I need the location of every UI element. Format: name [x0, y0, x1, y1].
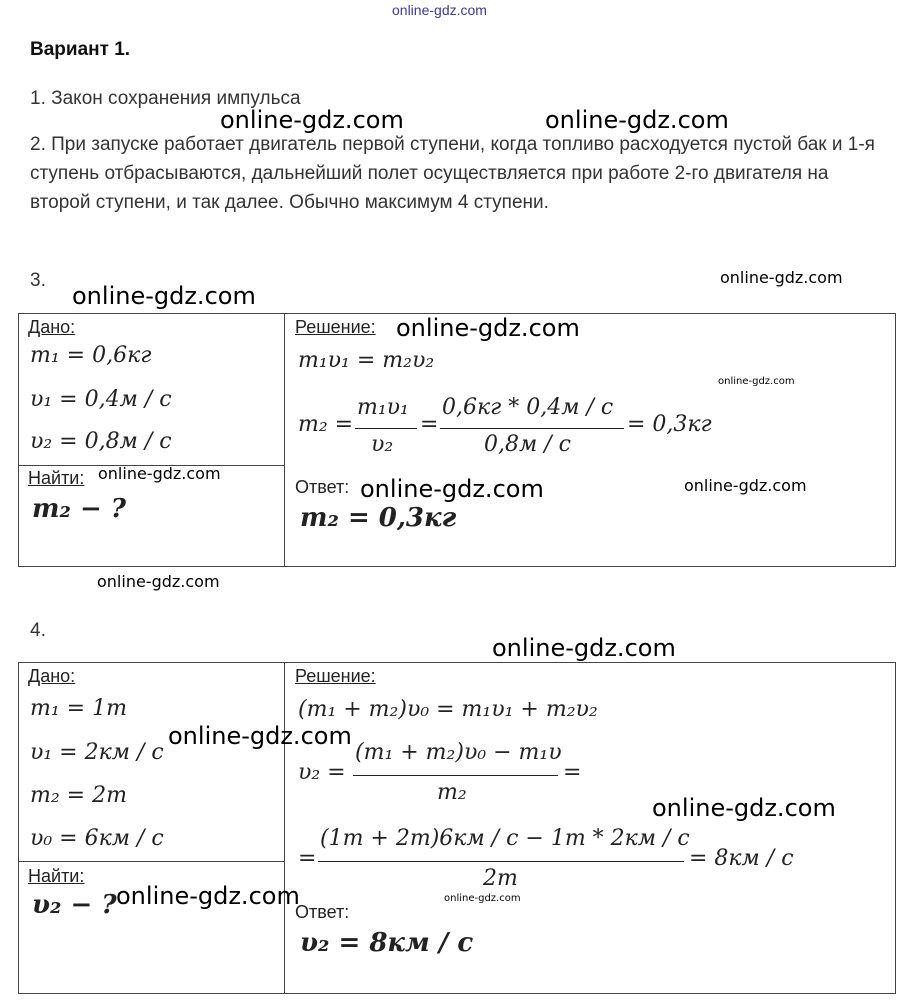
watermark: online-gdz.com [116, 882, 300, 910]
task-3-given-m1: m₁ = 0,6кг [30, 343, 152, 368]
watermark: online-gdz.com [168, 722, 352, 750]
watermark: online-gdz.com [492, 634, 676, 662]
task-4-given-label: Дано: [28, 666, 76, 686]
task-4-number: 4. [30, 620, 46, 641]
watermark: online-gdz.com [684, 476, 807, 495]
watermark: online-gdz.com [720, 268, 843, 287]
task-3-divider [284, 313, 285, 567]
task-4-given-find-divider [18, 861, 285, 862]
watermark: online-gdz.com [98, 464, 221, 483]
task-3-solution-label: Решение: [295, 317, 376, 337]
task-4-given-v0: υ₀ = 6км / с [30, 826, 164, 851]
task-3-find-label: Найти: [28, 468, 85, 488]
task-4-eq2-lhs: υ₂ = [298, 760, 346, 785]
task-3-given-v2: υ₂ = 0,8м / с [30, 429, 172, 454]
task-4-divider [284, 662, 285, 994]
task-4-eq2-den: m₂ [437, 780, 467, 805]
variant-title: Вариант 1. [30, 39, 131, 60]
task-3-answer: m₂ = 0,3кг [300, 503, 457, 533]
watermark: online-gdz.com [652, 794, 836, 822]
watermark: online-gdz.com [444, 893, 521, 904]
site-link[interactable]: online-gdz.com [392, 2, 487, 18]
task-4-eq3-lhs: = [298, 846, 317, 871]
watermark: online-gdz.com [545, 106, 729, 134]
task-4-eq3-result: = 8км / с [689, 846, 794, 871]
watermark: online-gdz.com [72, 282, 256, 310]
task-4-eq1: (m₁ + m₂)υ₀ = m₁υ₁ + m₂υ₂ [298, 697, 598, 722]
task-4-given-m2: m₂ = 2т [30, 783, 127, 808]
task-4-solution-label: Решение: [295, 666, 376, 686]
task-4-answer: υ₂ = 8км / с [300, 928, 474, 958]
task-4-answer-label: Ответ: [295, 902, 350, 922]
task-3-eq2-den1: υ₂ [371, 432, 394, 457]
task-3-eq2-num2: 0,6кг * 0,4м / с [442, 395, 614, 420]
watermark: online-gdz.com [396, 314, 580, 342]
task-3-given-v1: υ₁ = 0,4м / с [30, 387, 172, 412]
task-4-given-v1: υ₁ = 2км / с [30, 740, 164, 765]
task-3-eq2-fraction-line-1 [355, 428, 417, 429]
task-4-eq2-num: (m₁ + m₂)υ₀ − m₁υ [355, 740, 562, 765]
task-4-find: υ₂ − ? [32, 890, 117, 920]
task-4-eq3-num: (1т + 2т)6км / с − 1т * 2км / с [320, 826, 690, 851]
task-3-answer-label: Ответ: [295, 477, 350, 497]
task-3-eq2-eq: = [420, 412, 439, 437]
task-3-given-label: Дано: [28, 317, 76, 337]
watermark: online-gdz.com [360, 475, 544, 503]
task-3-eq2-num1: m₁υ₁ [357, 395, 409, 420]
watermark: online-gdz.com [220, 106, 404, 134]
watermark: online-gdz.com [97, 572, 220, 591]
task-4-given-m1: m₁ = 1т [30, 696, 127, 721]
answer-1: 1. Закон сохранения импульса [30, 88, 301, 109]
task-4-eq3-den: 2т [483, 866, 518, 891]
task-3-eq1: m₁υ₁ = m₂υ₂ [298, 348, 435, 373]
task-3-eq2-result: = 0,3кг [627, 412, 712, 437]
task-4-eq2-fraction-line [353, 775, 558, 776]
task-3-find: m₂ − ? [32, 494, 127, 524]
task-4-find-label: Найти: [28, 866, 85, 886]
task-3-eq2-fraction-line-2 [440, 428, 624, 429]
task-4-eq2-rhs: = [563, 760, 582, 785]
watermark: online-gdz.com [718, 376, 795, 387]
task-3-eq2-lhs: m₂ = [298, 412, 354, 437]
task-3-number: 3. [30, 270, 46, 291]
task-4-eq3-fraction-line [318, 861, 684, 862]
answer-2: 2. При запуске работает двигатель первой ступени, когда топливо расходуется пустой бак и 1-я ступень отбрасываются, дальнейший полет осуществляется при работе 2-го двигателя на второй ступени, и так далее. Обычно максимум 4 ступени. [30, 134, 875, 213]
task-3-eq2-den2: 0,8м / с [484, 432, 571, 457]
